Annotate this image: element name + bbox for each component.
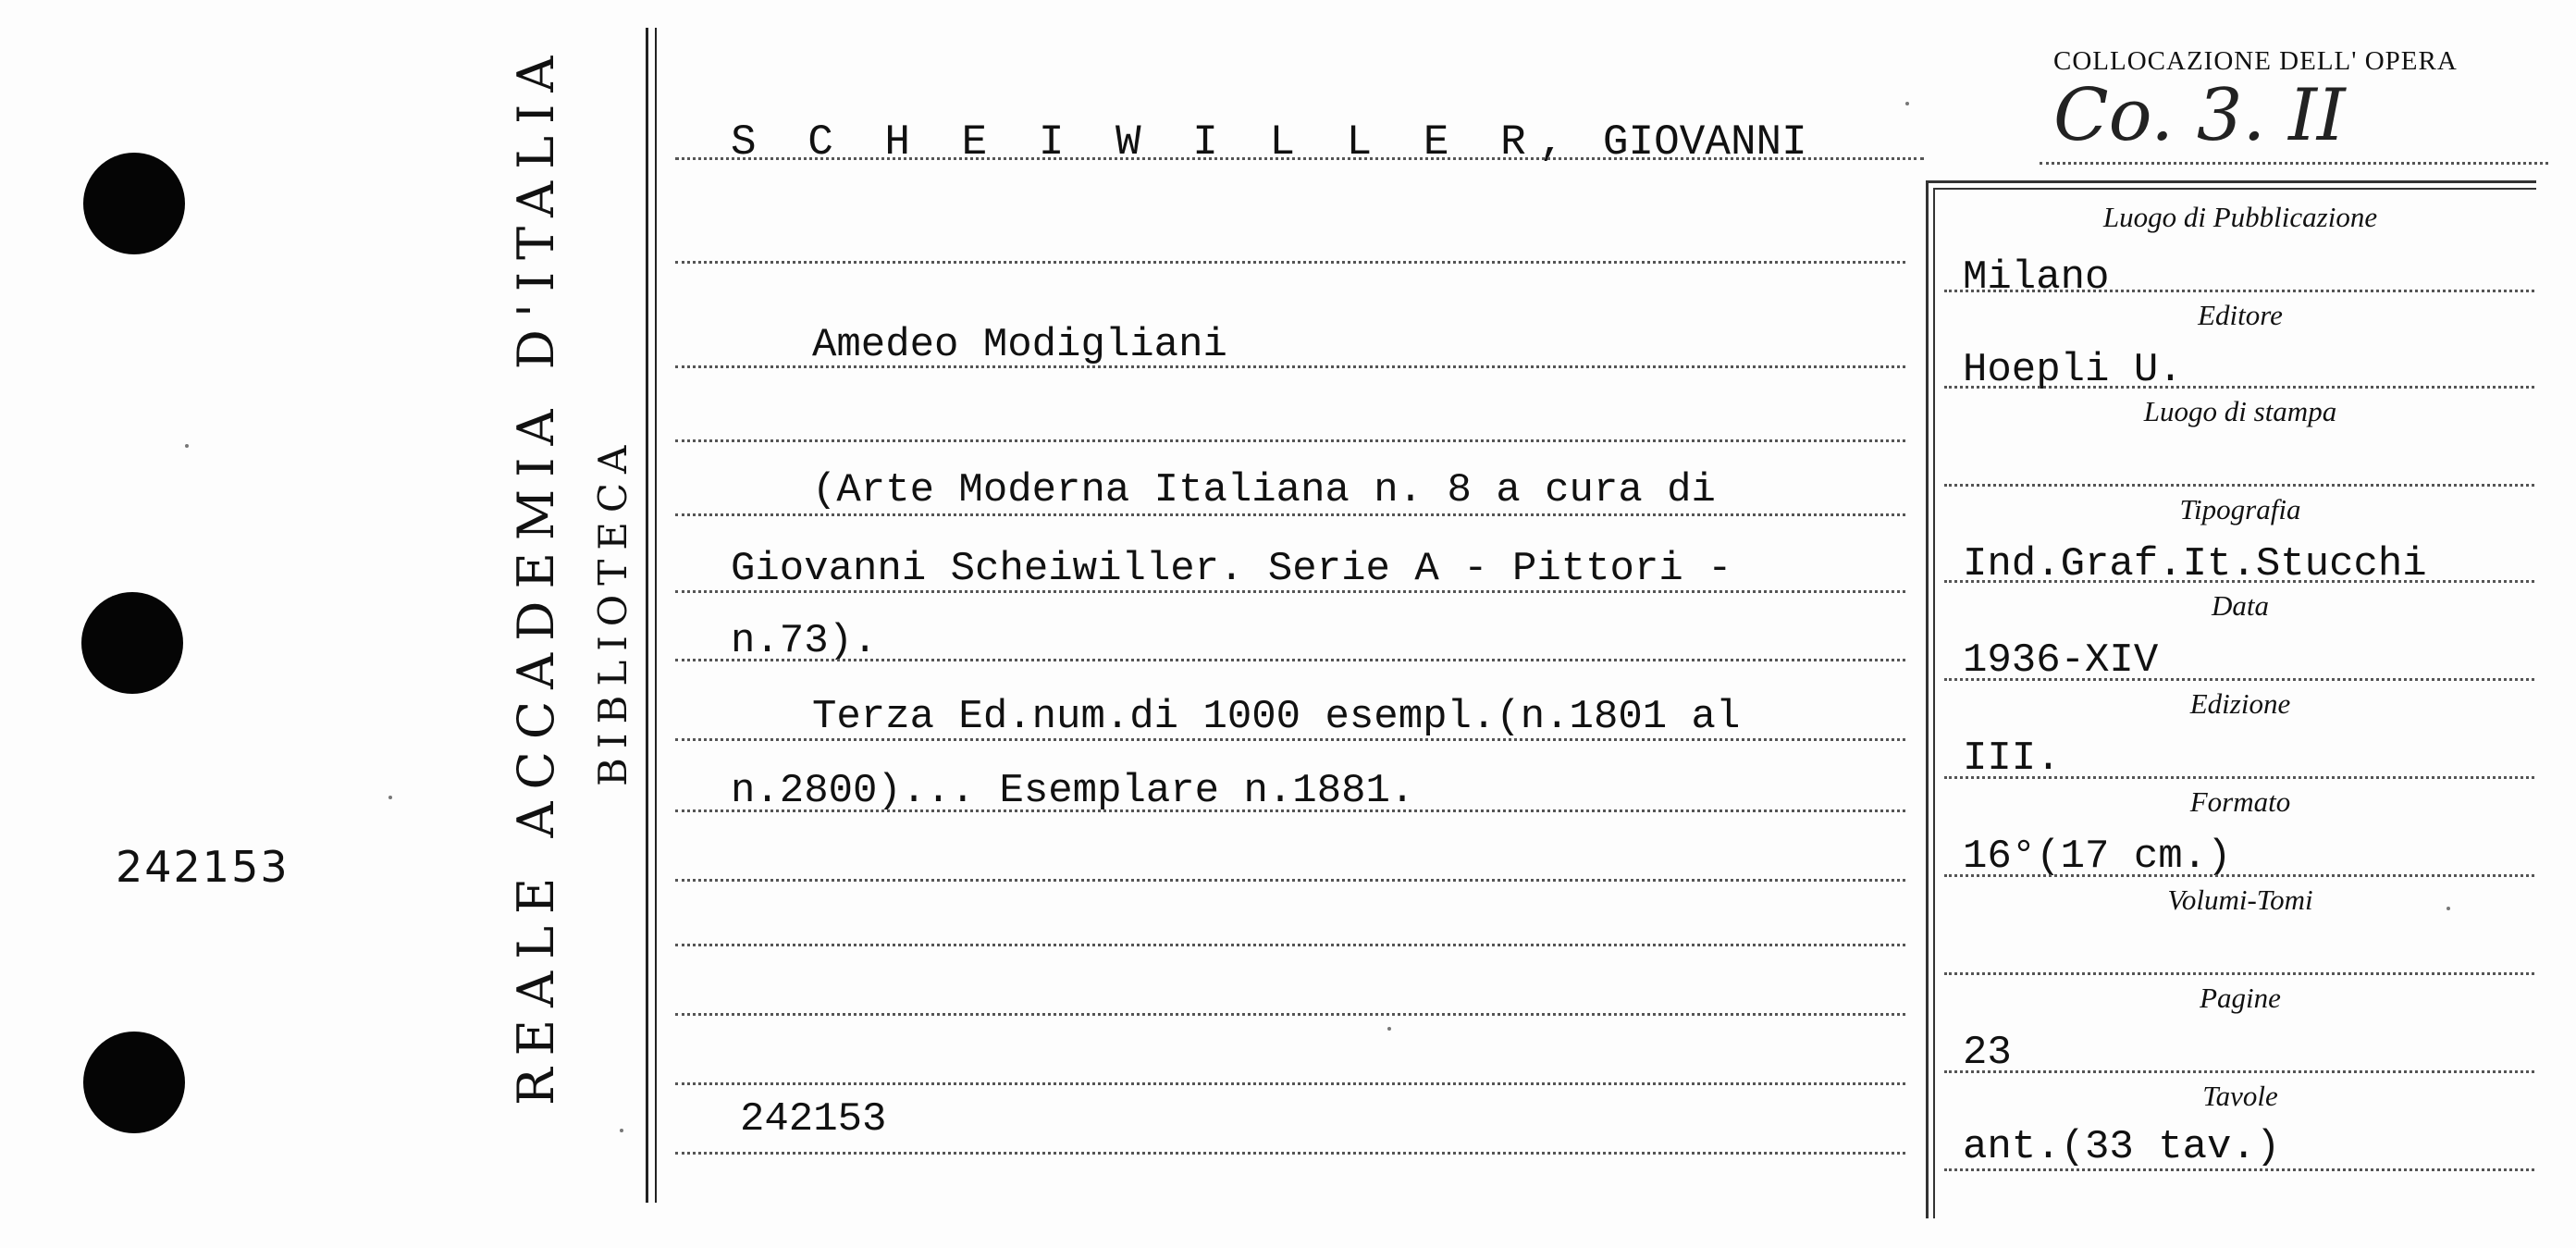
main-line-12 xyxy=(675,1013,1905,1016)
field-line-6 xyxy=(1944,776,2534,779)
collocation-label: COLLOCAZIONE DELL' OPERA xyxy=(2053,46,2458,76)
field-line-7 xyxy=(1944,874,2534,877)
main-line-8 xyxy=(675,738,1905,741)
main-accession-number: 242153 xyxy=(740,1096,887,1143)
field-line-10 xyxy=(1944,1168,2534,1171)
field-label-publisher: Editore xyxy=(2198,299,2283,331)
field-line-5 xyxy=(1944,678,2534,681)
field-label-plates: Tavole xyxy=(2202,1080,2278,1112)
field-line-1 xyxy=(1944,290,2534,292)
field-label-edition: Edizione xyxy=(2189,687,2291,720)
main-line-5 xyxy=(675,513,1905,516)
punch-hole-top xyxy=(83,153,185,254)
author-forename: GIOVANNI xyxy=(1602,118,1807,167)
description-line-4: Terza Ed.num.di 1000 esempl.(n.1801 al xyxy=(812,694,1741,740)
description-line-1: (Arte Moderna Italiana n. 8 a cura di xyxy=(812,467,1716,513)
punch-hole-bottom xyxy=(83,1032,185,1133)
field-label-place-of-publication: Luogo di Pubblicazione xyxy=(2102,201,2378,233)
box-frame-top xyxy=(1926,180,2536,183)
field-label-date: Data xyxy=(2212,589,2269,622)
main-line-3 xyxy=(675,365,1905,368)
texture-speck xyxy=(1905,102,1909,105)
collocation-line xyxy=(2040,162,2548,165)
main-line-9 xyxy=(675,809,1905,812)
margin-rule-inner xyxy=(655,28,657,1203)
description-line-2: Giovanni Scheiwiller. Serie A - Pittori - xyxy=(731,546,1732,592)
field-value-date: 1936-XIV xyxy=(1963,637,2159,684)
field-value-publisher: Hoepli U. xyxy=(1963,347,2183,393)
bibliographic-fields-box xyxy=(1926,180,2536,1218)
field-label-volumes: Volumi-Tomi xyxy=(2167,883,2313,916)
field-value-pages: 23 xyxy=(1963,1030,2012,1076)
main-line-14 xyxy=(675,1152,1905,1155)
field-label-format: Formato xyxy=(2189,785,2291,818)
box-frame-left xyxy=(1926,180,1929,1218)
field-value-printer: Ind.Graf.It.Stucchi xyxy=(1963,541,2427,587)
field-value-edition: III. xyxy=(1963,735,2061,782)
field-line-9 xyxy=(1944,1070,2534,1073)
field-line-4 xyxy=(1944,580,2534,583)
texture-speck xyxy=(388,796,392,799)
field-label-place-of-printing: Luogo di stampa xyxy=(2143,395,2337,427)
main-line-11 xyxy=(675,944,1905,946)
field-label-printer: Tipografia xyxy=(2179,493,2301,525)
punch-hole-middle xyxy=(81,592,183,694)
description-line-3: n.73). xyxy=(731,618,878,664)
author-surname: S C H E I W I L L E R, xyxy=(731,118,1578,167)
texture-speck xyxy=(185,444,189,448)
field-value-plates: ant.(33 tav.) xyxy=(1963,1124,2281,1170)
field-line-2 xyxy=(1944,386,2534,389)
vertical-academy-title: REALE ACCADEMIA D'ITALIA xyxy=(507,43,565,1106)
field-line-8 xyxy=(1944,972,2534,975)
vertical-library-subtitle: BIBLIOTECA xyxy=(590,436,635,786)
box-frame-left-inner xyxy=(1933,188,1935,1218)
main-line-1 xyxy=(675,157,1924,160)
box-frame-top-inner xyxy=(1933,188,2536,190)
description-line-5: n.2800)... Esemplare n.1881. xyxy=(731,768,1415,814)
field-label-pages: Pagine xyxy=(2200,982,2281,1014)
main-line-4 xyxy=(675,439,1905,442)
texture-speck xyxy=(620,1129,623,1132)
texture-speck xyxy=(2447,907,2450,910)
left-accession-number: 242153 xyxy=(116,842,290,892)
main-line-2 xyxy=(675,261,1905,264)
collocation-value-handwritten: Co. 3. II xyxy=(2053,74,2346,157)
texture-speck xyxy=(1387,1027,1391,1031)
main-line-7 xyxy=(675,659,1905,661)
field-value-place-of-publication: Milano xyxy=(1963,254,2110,301)
field-line-3 xyxy=(1944,484,2534,487)
main-line-13 xyxy=(675,1082,1905,1085)
margin-rule-outer xyxy=(646,28,648,1203)
work-title: Amedeo Modigliani xyxy=(812,322,1227,368)
main-line-6 xyxy=(675,590,1905,593)
main-line-10 xyxy=(675,879,1905,882)
field-value-format: 16°(17 cm.) xyxy=(1963,834,2232,880)
